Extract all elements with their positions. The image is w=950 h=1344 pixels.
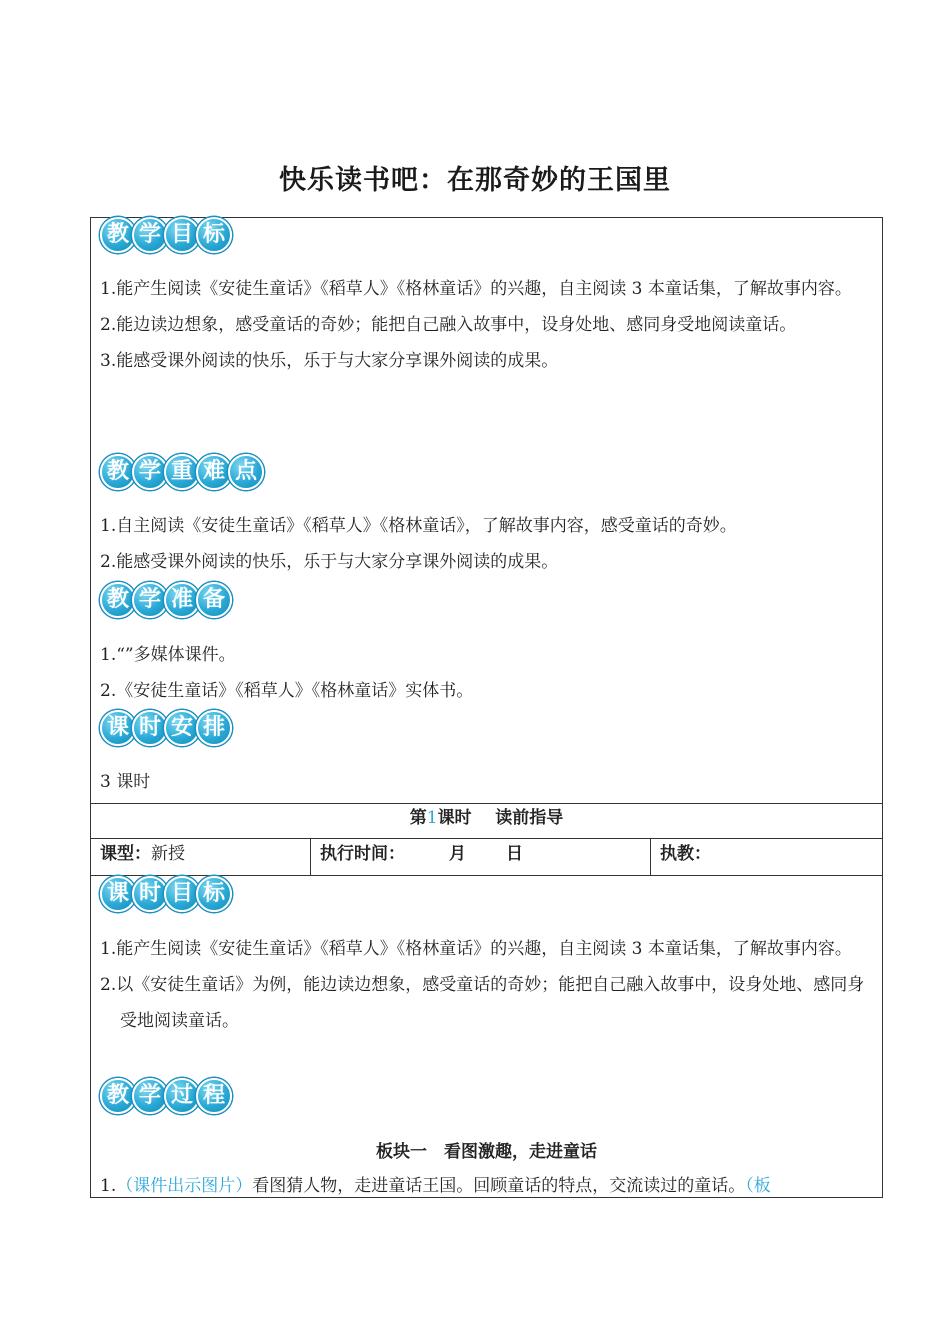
list-item	[100, 1168, 874, 1204]
heading-char: 教	[100, 1078, 136, 1114]
list-item: 2.以《安徒生童话》为例，能边读边想象，感受童话的奇妙；能把自己融入故事中，设身处地、感同身受地阅读童话。	[100, 975, 865, 1031]
lesson-title	[90, 805, 883, 831]
page-title: 快乐读书吧：在那奇妙的王国里	[279, 165, 671, 196]
heading-char: 学	[132, 217, 168, 253]
lesson-type	[100, 842, 185, 866]
heading-char: 备	[196, 582, 232, 618]
lesson-prefix: 第	[409, 808, 427, 828]
heading-char: 目	[164, 876, 200, 912]
lesson-number: 1	[426, 808, 438, 828]
list-item: 1.能产生阅读《安徒生童话》《稻草人》《格林童话》的兴趣，自主阅读 3 本童话集，了解故事内容。	[100, 939, 852, 959]
heading-char: 学	[132, 1078, 168, 1114]
heading-char: 程	[196, 1078, 232, 1114]
heading-char: 课	[100, 876, 136, 912]
heading-char: 安	[164, 710, 200, 746]
heading-char: 点	[228, 454, 264, 490]
courseware-cue: 课件出示图片	[133, 1176, 236, 1196]
cue-paren: （	[745, 1176, 754, 1196]
heading-char: 重	[164, 454, 200, 490]
cue-paren: （	[116, 1176, 134, 1196]
heading-char: 教	[100, 217, 136, 253]
schedule-heading	[100, 710, 228, 748]
board-cue: 板	[753, 1176, 771, 1196]
schedule-text	[100, 764, 874, 800]
heading-char: 课	[100, 710, 136, 746]
list-item: 1.能产生阅读《安徒生童话》《稻草人》《格林童话》的兴趣，自主阅读 3 本童话集，了解故事内容。	[100, 279, 852, 299]
divider	[90, 803, 883, 804]
lesson-name: 读前指导	[495, 808, 564, 828]
lesson-day: 日	[506, 844, 523, 864]
heading-char: 学	[132, 454, 168, 490]
heading-char: 教	[100, 454, 136, 490]
schedule-value: 3 课时	[100, 772, 151, 792]
heading-char: 教	[100, 582, 136, 618]
divider	[310, 838, 311, 876]
heading-char: 时	[132, 876, 168, 912]
lesson-time-label: 执行时间：	[320, 844, 405, 864]
divider	[90, 838, 883, 839]
divider	[650, 838, 651, 876]
process-item	[100, 1168, 874, 1204]
lesson-time	[320, 842, 523, 866]
key-points-list	[100, 508, 874, 580]
key-points-heading	[100, 454, 260, 492]
heading-char: 标	[196, 217, 232, 253]
preparation-list	[100, 637, 874, 709]
list-item: 2.能边读边想象，感受童话的奇妙；能把自己融入故事中，设身处地、感同身受地阅读童话。	[100, 315, 797, 335]
lesson-teacher-label: 执教：	[660, 844, 711, 864]
heading-char: 标	[196, 876, 232, 912]
item-text: 看图猜人物，走进童话王国。回顾童话的特点，交流读过的童话。	[252, 1176, 746, 1196]
heading-char: 目	[164, 217, 200, 253]
goals-list	[100, 271, 874, 379]
lesson-goals-list	[100, 931, 874, 1039]
goals-heading	[100, 217, 228, 255]
item-number: 1.	[100, 1176, 117, 1196]
heading-char: 排	[196, 710, 232, 746]
heading-char: 难	[196, 454, 232, 490]
process-heading	[100, 1078, 228, 1116]
list-item: 2.《安徒生童话》《稻草人》《格林童话》实体书。	[100, 681, 474, 701]
block-title: 板块一 看图激趣，走进童话	[376, 1142, 597, 1162]
cue-paren: ）	[235, 1176, 253, 1196]
lesson-type-label: 课型：	[100, 844, 151, 864]
heading-char: 准	[164, 582, 200, 618]
lesson-suffix: 课时	[437, 808, 472, 828]
lesson-teacher	[660, 842, 711, 866]
list-item: 3.能感受课外阅读的快乐，乐于与大家分享课外阅读的成果。	[100, 351, 559, 371]
list-item: 2.能感受课外阅读的快乐，乐于与大家分享课外阅读的成果。	[100, 552, 559, 572]
lesson-month: 月	[449, 844, 466, 864]
list-item: 1.“”多媒体课件。	[100, 645, 236, 665]
list-item: 1.自主阅读《安徒生童话》《稻草人》《格林童话》，了解故事内容，感受童话的奇妙。	[100, 516, 737, 536]
preparation-heading	[100, 582, 228, 620]
lesson-goals-heading	[100, 876, 228, 914]
heading-char: 过	[164, 1078, 200, 1114]
heading-char: 学	[132, 582, 168, 618]
heading-char: 时	[132, 710, 168, 746]
lesson-type-value: 新授	[151, 844, 185, 864]
